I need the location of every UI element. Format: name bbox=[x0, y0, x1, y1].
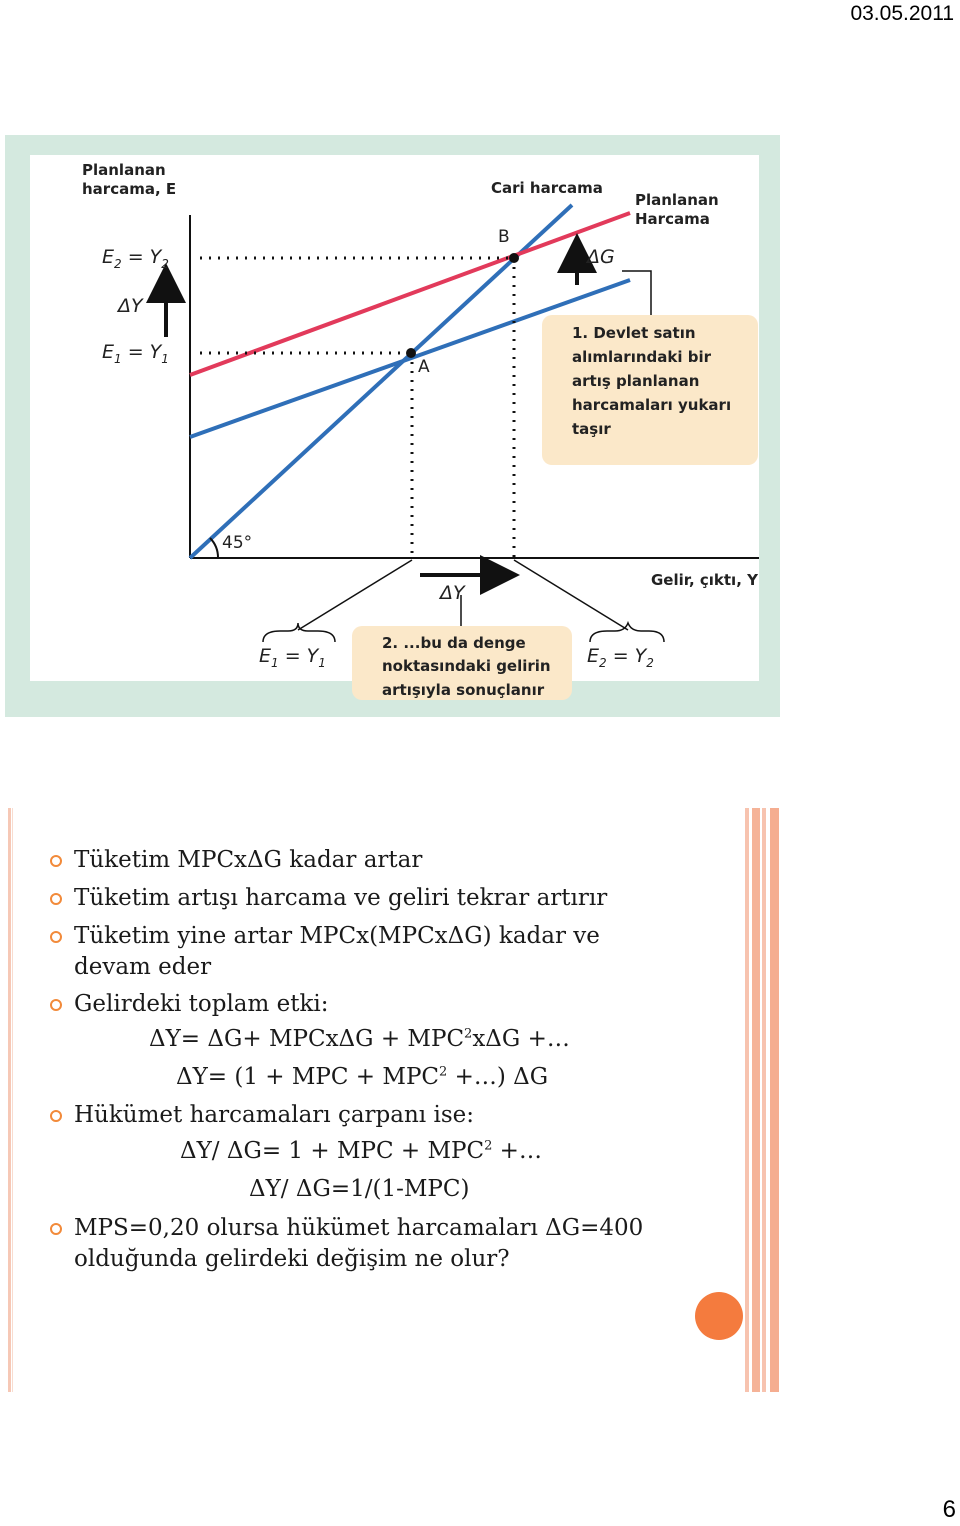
note1-connector bbox=[622, 271, 651, 320]
figure-panel bbox=[30, 155, 759, 699]
note-equilibrium-income: 2. ...bu da denge noktasındaki gelirin artışıyla sonuçlanır bbox=[352, 626, 572, 700]
formula-multiplier: ΔY/ ΔG=1/(1-MPC) bbox=[249, 1176, 470, 1202]
point-a-label: A bbox=[418, 357, 430, 377]
right-stripe-2 bbox=[752, 808, 760, 1392]
delta-y-horizontal-label: ΔY bbox=[440, 582, 465, 604]
right-stripe-4 bbox=[770, 808, 779, 1392]
formula-total-effect: ΔY= ΔG+ MPCxΔG + $MPC^2x\Delta G$ +… bbox=[149, 1026, 570, 1052]
bullet-item: Tüketim artışı harcama ve geliri tekrar artırır bbox=[52, 883, 732, 914]
brace-left-line bbox=[298, 560, 412, 630]
bullet-icon bbox=[50, 1223, 62, 1235]
formula-multiplier-series: ΔY/ ΔG= 1 + MPC + $MPC^2$ +… bbox=[180, 1138, 542, 1164]
point-b-label: B bbox=[498, 227, 510, 247]
point-a-marker bbox=[406, 348, 416, 358]
delta-g-label: ΔG bbox=[587, 246, 615, 268]
bullet-item: Tüketim MPCxΔG kadar artar bbox=[52, 845, 732, 876]
tick-e2-y2: $E_2 = Y_2$ bbox=[102, 246, 169, 271]
decorative-circle bbox=[695, 1292, 743, 1340]
x-axis-label: Gelir, çıktı, Y bbox=[651, 571, 758, 589]
left-stripe bbox=[8, 808, 11, 1392]
bullet-icon bbox=[50, 893, 62, 905]
note-government-purchases: 1. Devlet satın alımlarındaki bir artış planlanan harcamaları yukarı taşır bbox=[542, 315, 758, 465]
y-axis-label: Planlanan harcama, E bbox=[82, 161, 177, 198]
delta-y-vertical-label: ΔY bbox=[118, 295, 143, 317]
angle-label: 45° bbox=[222, 533, 253, 553]
brace-left bbox=[263, 623, 335, 642]
bullet-icon bbox=[50, 999, 62, 1011]
bullet-icon bbox=[50, 855, 62, 867]
brace-right-label: $E_2 = Y_2$ bbox=[587, 645, 654, 670]
brace-right bbox=[590, 623, 664, 642]
bullet-icon bbox=[50, 1110, 62, 1122]
right-stripe-3 bbox=[762, 808, 766, 1392]
formula-total-effect-factored: ΔY= (1 + MPC + $MPC^2$ +…) ΔG bbox=[176, 1064, 549, 1090]
planned-expenditure-label: Planlanan Harcama bbox=[635, 191, 719, 228]
bullet-item: Tüketim yine artar MPCx(MPCxΔG) kadar ve devam eder bbox=[52, 921, 652, 983]
bullet-item: Hükümet harcamaları çarpanı ise: bbox=[52, 1100, 732, 1131]
text-slide bbox=[0, 808, 780, 1392]
bullet-icon bbox=[50, 931, 62, 943]
slide-date: 03.05.2011 bbox=[850, 2, 954, 25]
left-stripe-thin bbox=[12, 808, 13, 1392]
figure-frame bbox=[5, 135, 780, 717]
tick-e1-y1: $E_1 = Y_1$ bbox=[102, 341, 169, 366]
brace-right-line bbox=[514, 560, 628, 630]
brace-left-label: $E_1 = Y_1$ bbox=[259, 645, 326, 670]
bullet-item: Gelirdeki toplam etki: bbox=[52, 989, 732, 1020]
page-number: 6 bbox=[942, 1496, 956, 1523]
actual-expenditure-label: Cari harcama bbox=[491, 179, 603, 197]
bullet-item: MPS=0,20 olursa hükümet harcamaları ΔG=400 olduğunda gelirdeki değişim ne olur? bbox=[52, 1213, 692, 1275]
right-stripe-1 bbox=[745, 808, 749, 1392]
point-b-marker bbox=[509, 253, 519, 263]
